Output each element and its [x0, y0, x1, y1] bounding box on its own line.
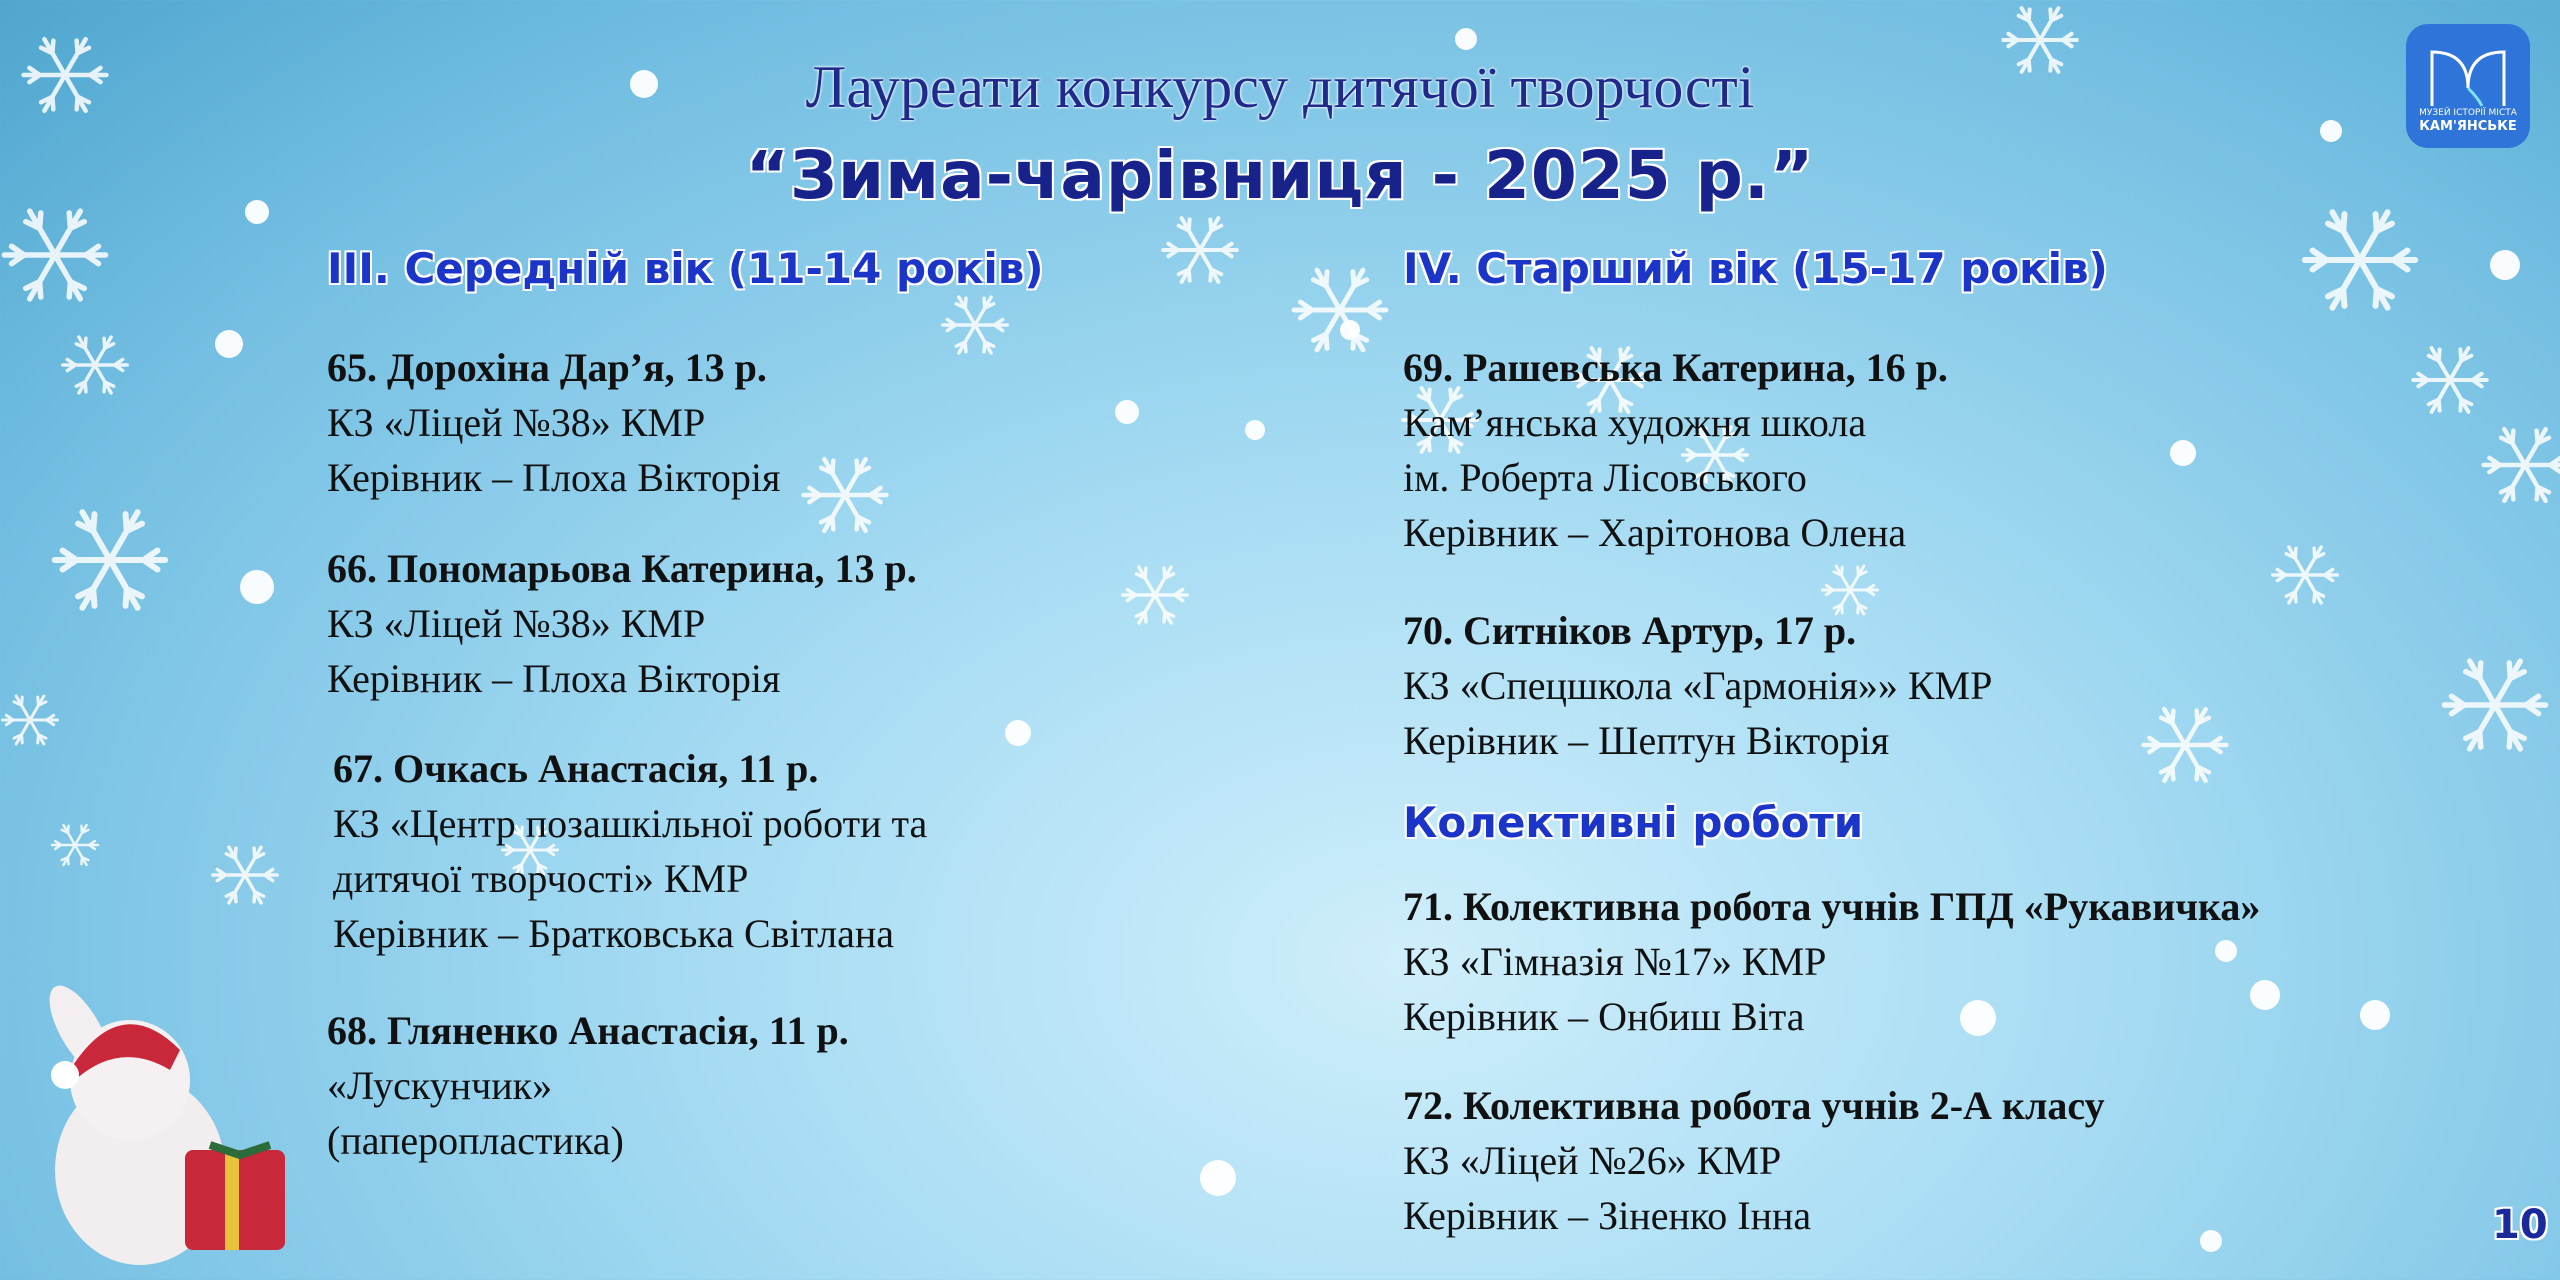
laureate-detail: Керівник – Онбиш Віта [1403, 994, 1805, 1039]
laureate-detail: КЗ «Ліцей №38» КМР [327, 400, 706, 445]
contest-name: “Зима-чарівниця - 2025 р.” [745, 137, 1815, 214]
snowflake-icon [0, 690, 60, 750]
snowflake-icon [2440, 650, 2550, 760]
laureate-name: 71. Колективна робота учнів ГПД «Рукавичка» [1403, 884, 2261, 929]
laureate-detail: Керівник – Плоха Вікторія [327, 656, 781, 701]
snowflake-icon [50, 500, 170, 620]
laureate-detail: Керівник – Братковська Світлана [333, 911, 894, 956]
laureate-detail: дитячої творчості» КМР [333, 856, 749, 901]
snow-dot [2490, 250, 2520, 280]
laureate-detail: Керівник – Зіненко Інна [1403, 1193, 1812, 1238]
laureate-name: 72. Колективна робота учнів 2-А класу [1403, 1083, 2105, 1128]
snow-dot [240, 570, 274, 604]
laureate-entry [1403, 1078, 2105, 1243]
snowflake-icon [2300, 200, 2420, 320]
snow-dot [215, 330, 243, 358]
laureate-detail: Кам’янська художня школа [1403, 400, 1867, 445]
laureate-detail: Керівник – Шептун Вікторія [1403, 718, 1890, 763]
snowflake-icon [2480, 420, 2560, 510]
laureate-entry [1403, 879, 2260, 1044]
section-heading-collective: Колективні роботи [1403, 798, 1864, 847]
snow-dot [2200, 1230, 2222, 1252]
laureate-name: 65. Дорохіна Дар’я, 13 р. [327, 345, 767, 390]
laureate-detail: Керівник – Харітонова Олена [1403, 510, 1907, 555]
snowflake-icon [0, 200, 110, 310]
laureate-entry [1403, 340, 1948, 560]
laureate-name: 66. Пономарьова Катерина, 13 р. [327, 546, 917, 591]
snow-dot [1245, 420, 1265, 440]
section-heading-middle-age: III. Середній вік (11-14 років) [327, 244, 1044, 293]
laureate-name: 68. Гляненко Анастасія, 11 р. [327, 1008, 849, 1053]
snow-dot [1340, 320, 1360, 340]
bunny-illustration [20, 970, 310, 1270]
snowflake-icon [800, 450, 890, 540]
laureate-entry [327, 340, 780, 505]
laureate-entry [327, 541, 917, 706]
laureate-detail: КЗ «Ліцей №38» КМР [327, 601, 706, 646]
page-title: Лауреати конкурсу дитячої творчості [805, 54, 1755, 120]
logo-text-top: МУЗЕЙ ІСТОРІЇ МІСТА [2419, 108, 2517, 118]
snowflake-icon [2410, 340, 2490, 420]
laureate-name: 67. Очкась Анастасія, 11 р. [333, 746, 819, 791]
snow-dot [1200, 1160, 1236, 1196]
laureate-entry [1403, 603, 1992, 768]
section-heading-senior-age: IV. Старший вік (15-17 років) [1403, 244, 2108, 293]
snowflake-icon [1160, 210, 1240, 290]
snowflake-icon [2140, 700, 2230, 790]
laureate-detail: ім. Роберта Лісовського [1403, 455, 1807, 500]
laureate-name: 70. Ситніков Артур, 17 р. [1403, 608, 1857, 653]
laureate-detail: КЗ «Ліцей №26» КМР [1403, 1138, 1782, 1183]
snowflake-icon [1120, 560, 1190, 630]
snow-dot [2360, 1000, 2390, 1030]
laureate-detail: (паперопластика) [327, 1118, 624, 1163]
laureate-detail: Керівник – Плоха Вікторія [327, 455, 781, 500]
logo-text-bottom: КАМ'ЯНСЬКЕ [2419, 119, 2517, 134]
snowflake-icon [210, 840, 280, 910]
page-number: 10 [2492, 1202, 2548, 1248]
laureate-detail: КЗ «Центр позашкільної роботи та [333, 801, 928, 846]
snowflake-icon [1290, 260, 1390, 360]
snow-dot [2170, 440, 2196, 466]
snow-dot [1005, 720, 1031, 746]
snowflake-icon [2270, 540, 2340, 610]
laureate-entry [333, 741, 927, 961]
laureate-detail: КЗ «Спецшкола «Гармонія»» КМР [1403, 663, 1993, 708]
laureate-detail: «Лускунчик» [327, 1063, 553, 1108]
snow-dot [1455, 28, 1477, 50]
laureate-name: 69. Рашевська Катерина, 16 р. [1403, 345, 1948, 390]
snowflake-icon [940, 290, 1010, 360]
snowflake-icon [50, 820, 100, 870]
laureate-entry [327, 1003, 849, 1168]
laureate-detail: КЗ «Гімназія №17» КМР [1403, 939, 1827, 984]
snowflake-icon [60, 330, 130, 400]
snow-dot [1115, 400, 1139, 424]
